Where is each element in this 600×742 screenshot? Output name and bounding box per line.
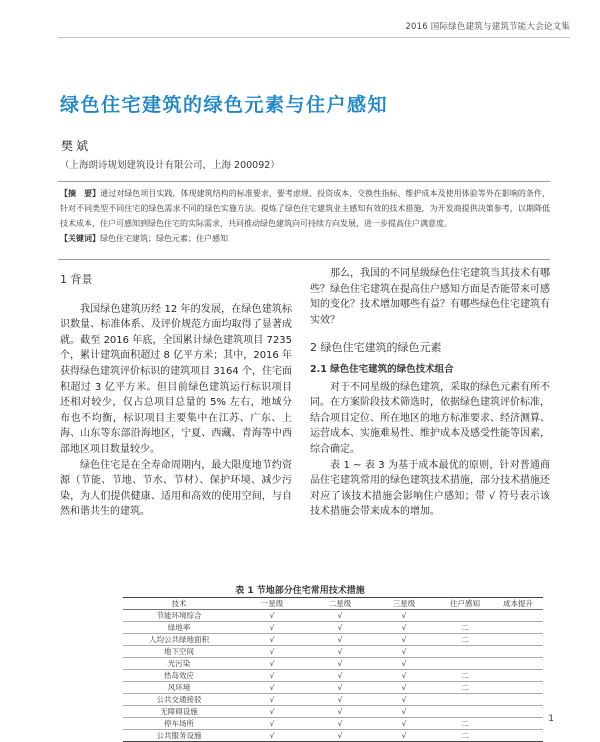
table-cell bbox=[493, 718, 543, 730]
table-cell: √ bbox=[371, 646, 437, 658]
section-2-1-paragraph-1: 对于不同星级的绿色建筑，采取的绿色元素有所不同。在方案阶段技术筛选时，依据绿色建筑评价标准，结合项目定位、所在地区的地方标准要求、经济测算、运营成本、实施难易性、维护成本及感受性能等因素，综合确定。 bbox=[310, 381, 550, 455]
section-1-heading: 1 背景 bbox=[60, 273, 93, 286]
abstract-paragraph bbox=[60, 186, 550, 231]
table-cell: √ bbox=[235, 706, 309, 718]
table-cell: √ bbox=[235, 658, 309, 670]
table-cell: √ bbox=[235, 730, 309, 742]
table-row-label: 绿地率 bbox=[123, 622, 235, 634]
table-cell: 二 bbox=[437, 718, 493, 730]
table-header-cell: 成本提升 bbox=[493, 598, 543, 610]
table-cell: √ bbox=[235, 694, 309, 706]
table-cell bbox=[493, 730, 543, 742]
table-cell: √ bbox=[309, 646, 371, 658]
table-cell bbox=[493, 706, 543, 718]
table-cell: √ bbox=[309, 718, 371, 730]
table-cell bbox=[493, 694, 543, 706]
table-cell: √ bbox=[309, 694, 371, 706]
table-cell bbox=[493, 658, 543, 670]
table-cell: √ bbox=[235, 634, 309, 646]
table-cell: √ bbox=[371, 682, 437, 694]
table-cell bbox=[493, 646, 543, 658]
table-row bbox=[123, 682, 543, 694]
left-column bbox=[60, 266, 292, 520]
table-cell: √ bbox=[309, 622, 371, 634]
table-cell bbox=[493, 610, 543, 622]
table-header-cell: 三星级 bbox=[371, 598, 437, 610]
table-header-row bbox=[123, 598, 543, 610]
table-cell: √ bbox=[309, 706, 371, 718]
table-cell: √ bbox=[371, 610, 437, 622]
paper-affiliation: （上海朗诗规划建筑设计有限公司，上海 200092） bbox=[60, 160, 280, 171]
table-cell: √ bbox=[309, 730, 371, 742]
table-cell bbox=[437, 706, 493, 718]
table-cell: √ bbox=[235, 646, 309, 658]
table-cell: √ bbox=[235, 622, 309, 634]
abstract-text: 通过对绿色项目实践，体现建筑结构的标准要求，要考虑规、投资成本、交换性指标、维护成本及使用体验等外在影响的条件，针对不同类型不同住宅的绿色需求不同的绿色实施方法。提炼了绿色住宅建筑业主感知有效的技术措施，为开发商提供决策参考，以期降低技术成本，住户可感知到绿色住宅的实际需求，共同推动绿色建筑向可持续方向发展，进一步提高住户满意度。 bbox=[60, 189, 550, 228]
abstract-block bbox=[60, 186, 550, 246]
table-row bbox=[123, 730, 543, 742]
table-row bbox=[123, 718, 543, 730]
table-cell: √ bbox=[371, 730, 437, 742]
running-head: 2016 国际绿色建筑与建筑节能大会论文集 bbox=[405, 22, 570, 32]
table-cell: √ bbox=[371, 622, 437, 634]
table-cell bbox=[493, 682, 543, 694]
table-cell: √ bbox=[371, 670, 437, 682]
table-row bbox=[123, 634, 543, 646]
table-cell: √ bbox=[371, 706, 437, 718]
table-cell: √ bbox=[309, 634, 371, 646]
table-cell: √ bbox=[371, 718, 437, 730]
abstract-top-rule bbox=[58, 181, 550, 182]
table-cell bbox=[437, 658, 493, 670]
table-row-label: 风环境 bbox=[123, 682, 235, 694]
table-cell: √ bbox=[235, 682, 309, 694]
section-2-1-paragraph-2: 表 1 ~ 表 3 为基于成本最优的原则，针对普通商品住宅建筑常用的绿色建筑技术措施，部分技术措施还对应了该技术措施会影响住户感知；带 √ 符号表示该技术措施会带来成本的增加。 bbox=[310, 459, 550, 518]
abstract-bottom-rule bbox=[58, 259, 550, 260]
table-row bbox=[123, 646, 543, 658]
abstract-label: 【摘 要】 bbox=[60, 189, 101, 198]
table-cell: √ bbox=[235, 718, 309, 730]
table-cell: √ bbox=[235, 670, 309, 682]
table-cell bbox=[437, 646, 493, 658]
keywords-text: 绿色住宅建筑；绿色元素；住户感知 bbox=[100, 234, 228, 243]
table-cell: 二 bbox=[437, 622, 493, 634]
keywords-paragraph bbox=[60, 231, 550, 246]
table-row bbox=[123, 610, 543, 622]
table-row-label: 公共交通接驳 bbox=[123, 694, 235, 706]
table-row-label: 人均公共绿地面积 bbox=[123, 634, 235, 646]
paper-author: 樊斌 bbox=[61, 139, 92, 153]
table-cell: √ bbox=[371, 634, 437, 646]
table-cell: 二 bbox=[437, 634, 493, 646]
table-row-label: 停车场所 bbox=[123, 718, 235, 730]
header-rule bbox=[58, 37, 570, 38]
table-cell bbox=[493, 634, 543, 646]
page-number: 1 bbox=[548, 714, 554, 724]
section-2-1-heading: 2.1 绿色住宅建筑的绿色技术组合 bbox=[310, 363, 454, 375]
table-row-label: 无障碍设施 bbox=[123, 706, 235, 718]
table-header-cell: 二星级 bbox=[309, 598, 371, 610]
table-cell: 二 bbox=[437, 682, 493, 694]
table-cell: 二 bbox=[437, 670, 493, 682]
table-1-caption: 表 1 节地部分住宅常用技术措施 bbox=[235, 586, 365, 596]
table-cell bbox=[437, 610, 493, 622]
table-cell: √ bbox=[309, 682, 371, 694]
table-row bbox=[123, 658, 543, 670]
table-header-cell: 技术 bbox=[123, 598, 235, 610]
table-header-cell: 一星级 bbox=[235, 598, 309, 610]
table-row-label: 地下空间 bbox=[123, 646, 235, 658]
table-cell bbox=[437, 694, 493, 706]
table-cell: √ bbox=[371, 658, 437, 670]
table-row-label: 节能环境综合 bbox=[123, 610, 235, 622]
table-row bbox=[123, 706, 543, 718]
table-1 bbox=[123, 597, 543, 742]
paper-title: 绿色住宅建筑的绿色元素与住户感知 bbox=[60, 94, 389, 116]
table-row-label: 光污染 bbox=[123, 658, 235, 670]
table-cell: √ bbox=[309, 658, 371, 670]
table-cell bbox=[493, 622, 543, 634]
table-row bbox=[123, 694, 543, 706]
table-cell: √ bbox=[309, 670, 371, 682]
section-1-paragraph-1: 我国绿色建筑历经 12 年的发展，在绿色建筑标识数量、标准体系、及评价规范方面均取得了显著成就。截至 2016 年底，全国累计绿色建筑项目 7235 个，累计建筑面积超过 8 亿平方米；其中，2016 年获得绿色建筑评价标识的建筑项目 3164 个，住宅面积超过 3 亿平方米。但目前绿色建筑运行标识项目还相对较少，仅占总项目总量的 5% 左右，地域分布也不均衡，标识项目主要集中在江苏、广东、上海、山东等东部沿海地区，宁夏、西藏、青海等中西部地区项目数量较少。 bbox=[60, 303, 292, 455]
table-cell: √ bbox=[309, 610, 371, 622]
table-cell: 二 bbox=[437, 730, 493, 742]
table-body bbox=[123, 610, 543, 742]
intro-paragraph: 那么，我国的不同星级绿色住宅建筑当其技术有哪些？绿色住宅建筑在提高住户感知方面是否能带来可感知的变化？技术增加哪些有益？有哪些绿色住宅建筑有实效？ bbox=[310, 268, 550, 326]
table-row-label: 热岛效应 bbox=[123, 670, 235, 682]
right-column bbox=[310, 266, 550, 520]
table-row-label: 公共服务设施 bbox=[123, 730, 235, 742]
table-row bbox=[123, 622, 543, 634]
section-2-heading: 2 绿色住宅建筑的绿色元素 bbox=[310, 341, 442, 355]
table-cell bbox=[493, 670, 543, 682]
table-header-cell: 住户感知 bbox=[437, 598, 493, 610]
table-cell: √ bbox=[371, 694, 437, 706]
table-cell: √ bbox=[235, 610, 309, 622]
keywords-label: 【关键词】 bbox=[60, 234, 100, 243]
section-1-paragraph-2: 绿色住宅是在全寿命周期内，最大限度地节约资源（节能、节地、节水、节材）、保护环境、减少污染，为人们提供健康、适用和高效的使用空间，与自然和谐共生的建筑。 bbox=[60, 459, 292, 518]
table-row bbox=[123, 670, 543, 682]
